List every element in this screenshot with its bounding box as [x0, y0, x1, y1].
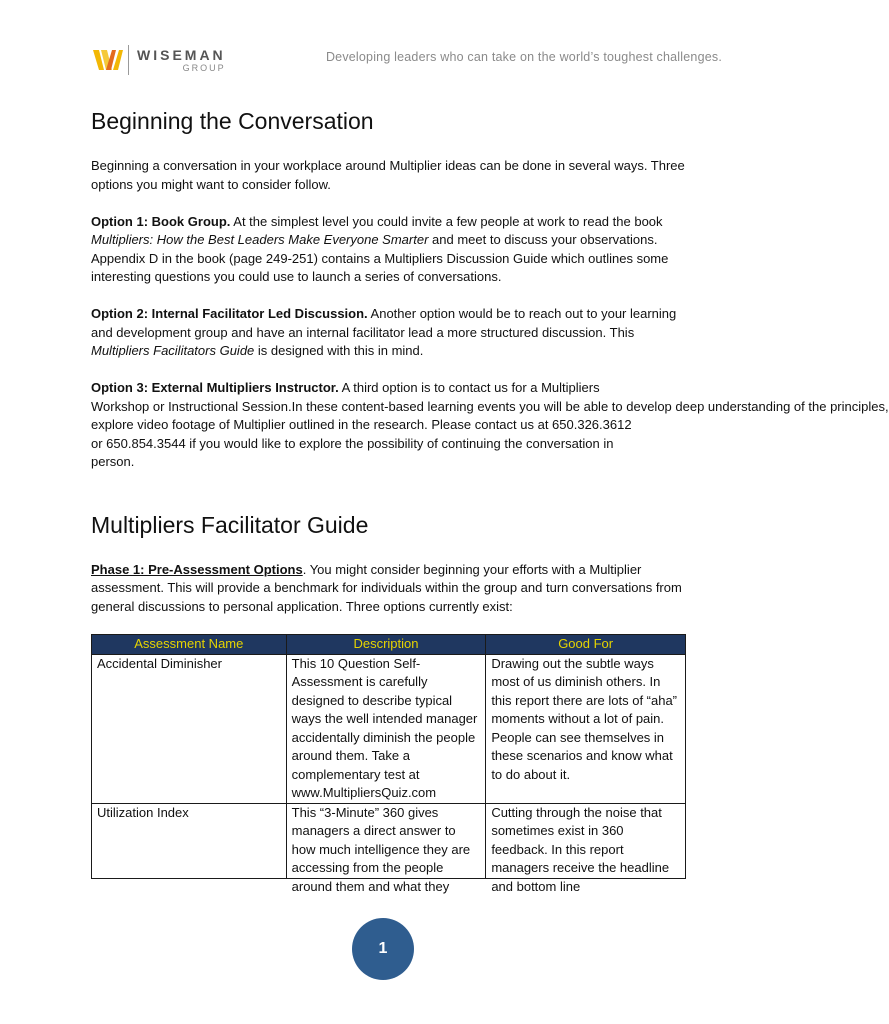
header-assessment-name: Assessment Name [92, 635, 287, 655]
option-2-paragraph: Option 2: Internal Facilitator Led Discussion. Another option would be to reach out to your learning and development group and have an internal facilitator lead a more structured discussion. This Multipliers Facilitators Guide is designed with this in mind. [91, 306, 677, 358]
table-header-row [92, 635, 686, 655]
logo-brand: WISEMAN [137, 46, 226, 63]
cell-good-for: Drawing out the subtle ways most of us diminish others. In this report there are lots of “aha” moments without a lot of pain. People can see themselves in these scenarios and know what to do about it. [486, 654, 686, 803]
wiseman-logo [92, 44, 226, 76]
option-3-label: Option 3: External Multipliers Instructor. [91, 380, 339, 395]
header-good-for: Good For [486, 635, 686, 655]
book-title: Multipliers: How the Best Leaders Make Everyone Smarter [91, 232, 429, 247]
page-number-badge: 1 [352, 918, 414, 980]
option-3-paragraph: Option 3: External Multipliers Instructor. A third option is to contact us for a Multipliers Workshop or Instructional Session.In these content-based learning events you will be able to develop deep understanding of the principles, explore video footage of Multiplier outlined in the research. Please contact us at 650.326.3612 or 650.854.3544 if you would like to explore the possibility of continuing the conversation in person. [91, 380, 889, 469]
phase-1-label: Phase 1: Pre-Assessment Options [91, 561, 303, 577]
table-row [92, 654, 686, 803]
page-header [92, 44, 722, 80]
cell-description: This “3-Minute” 360 gives managers a direct answer to how much intelligence they are accessing from the people around them and what they [286, 803, 486, 878]
option-1-label: Option 1: Book Group. [91, 213, 231, 229]
intro-paragraph: Beginning a conversation in your workplace around Multiplier ideas can be done in several ways. Three options you might want to consider follow. [91, 158, 685, 192]
table-row [92, 803, 686, 878]
cell-assessment-name: Utilization Index [92, 803, 287, 878]
tagline: Developing leaders who can take on the world’s toughest challenges. [325, 50, 722, 64]
wiseman-w-icon [92, 44, 124, 76]
section-title-beginning: Beginning the Conversation [91, 108, 374, 134]
cell-description: This 10 Question Self-Assessment is carefully designed to describe typical ways the well intended manager accidentally diminish the people around them. Take a complementary test at www.MultipliersQuiz.com [286, 654, 486, 803]
assessment-table [91, 634, 686, 894]
logo-brand-sub: GROUP [182, 62, 226, 73]
cell-good-for: Cutting through the noise that sometimes exist in 360 feedback. In this report managers receive the headline and bottom line [486, 803, 686, 878]
logo-divider [128, 45, 129, 75]
page-content [91, 108, 889, 894]
header-description: Description [286, 635, 486, 655]
option-1-paragraph: Option 1: Book Group. At the simplest level you could invite a few people at work to read the book Multipliers: How the Best Leaders Make Everyone Smarter and meet to discuss your observations. Appendix D in the book (page 249-251) contains a Multipliers Discussion Guide which outlines some interesting questions you could use to launch a series of conversations. [91, 213, 669, 284]
section-title-facilitator-guide: Multipliers Facilitator Guide [91, 511, 369, 538]
cell-assessment-name: Accidental Diminisher [92, 654, 287, 803]
phase-1-paragraph: Phase 1: Pre-Assessment Options. You might consider beginning your efforts with a Multiplier assessment. This will provide a benchmark for individuals within the group and turn conversations from general discussions to personal application. Three options currently exist: [91, 561, 682, 614]
option-3-overflow-line: Workshop or Instructional Session.In these content-based learning events you will be able to develop deep understanding of the principles, [91, 398, 889, 414]
facilitators-guide-title: Multipliers Facilitators Guide [91, 343, 255, 358]
option-2-label: Option 2: Internal Facilitator Led Discussion. [91, 306, 368, 321]
